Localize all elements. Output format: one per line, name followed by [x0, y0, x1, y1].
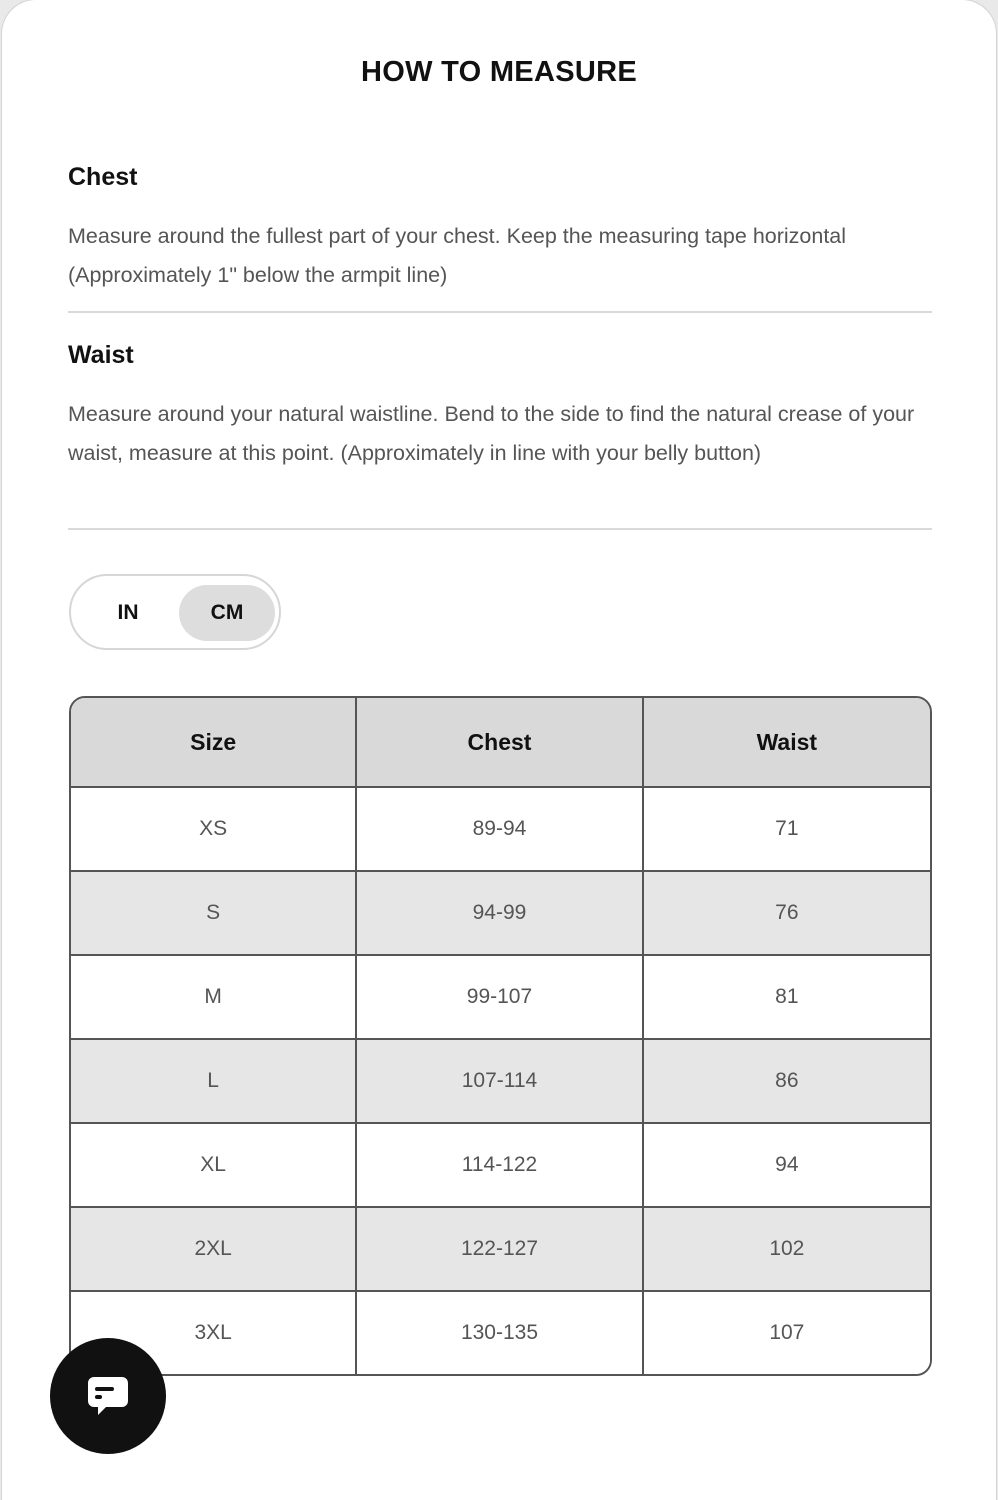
- waist-cell: 76: [644, 872, 930, 956]
- waist-cell: 81: [644, 956, 930, 1040]
- waist-cell: 107: [644, 1292, 930, 1374]
- unit-cm-button[interactable]: CM: [179, 585, 275, 641]
- column-header-chest: Chest: [357, 698, 643, 788]
- table-row: [71, 1208, 930, 1292]
- size-cell: M: [71, 956, 357, 1040]
- size-chart-table: [69, 696, 932, 1376]
- size-cell: L: [71, 1040, 357, 1124]
- waist-cell: 86: [644, 1040, 930, 1124]
- column-header-waist: Waist: [644, 698, 930, 788]
- chest-cell: 130-135: [357, 1292, 643, 1374]
- chat-button[interactable]: [50, 1338, 166, 1454]
- page-title: HOW TO MEASURE: [361, 56, 637, 88]
- chest-section: [68, 163, 932, 295]
- size-cell: S: [71, 872, 357, 956]
- chest-cell: 94-99: [357, 872, 643, 956]
- unit-toggle: [69, 574, 281, 650]
- chest-cell: 114-122: [357, 1124, 643, 1208]
- size-cell: 3XL: [71, 1292, 357, 1374]
- chat-icon: [86, 1375, 130, 1417]
- chest-description: Measure around the fullest part of your chest. Keep the measuring tape horizontal (Approximately 1" below the armpit line): [68, 224, 847, 287]
- waist-heading: Waist: [68, 341, 134, 369]
- table-row: [71, 1124, 930, 1208]
- size-cell: 2XL: [71, 1208, 357, 1292]
- waist-cell: 71: [644, 788, 930, 872]
- size-cell: XL: [71, 1124, 357, 1208]
- waist-cell: 102: [644, 1208, 930, 1292]
- section-divider: [68, 311, 932, 313]
- chest-cell: 99-107: [357, 956, 643, 1040]
- table-header-row: [71, 698, 930, 788]
- section-divider: [68, 528, 932, 530]
- chest-heading: Chest: [68, 163, 138, 191]
- table-row: [71, 1292, 930, 1374]
- table-row: [71, 788, 930, 872]
- table-row: [71, 1040, 930, 1124]
- waist-cell: 94: [644, 1124, 930, 1208]
- chest-cell: 107-114: [357, 1040, 643, 1124]
- waist-section: [68, 341, 932, 473]
- chest-cell: 122-127: [357, 1208, 643, 1292]
- waist-description: Measure around your natural waistline. Bend to the side to find the natural crease of your waist, measure at this point. (Approximately in line with your belly button): [68, 402, 915, 465]
- table-row: [71, 956, 930, 1040]
- chest-cell: 89-94: [357, 788, 643, 872]
- size-guide-sheet: [2, 0, 996, 1500]
- column-header-size: Size: [71, 698, 357, 788]
- table-row: [71, 872, 930, 956]
- unit-in-button[interactable]: IN: [80, 585, 176, 641]
- size-cell: XS: [71, 788, 357, 872]
